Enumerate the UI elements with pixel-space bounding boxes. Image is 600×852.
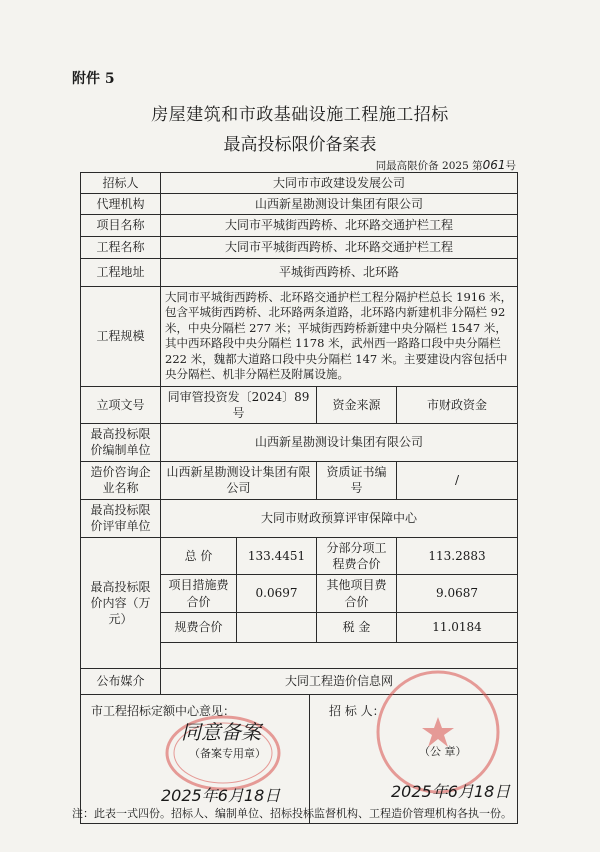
- center-opinion-title: 市工程招标定额中心意见：: [91, 703, 236, 718]
- signature-divider: [309, 695, 310, 823]
- approval-handwriting: 同意备案: [181, 719, 261, 744]
- document-title-line2: 最高投标限价备案表: [223, 135, 377, 155]
- value-measure-cost: 0.0697: [237, 575, 317, 612]
- value-tax: 11.0184: [397, 612, 518, 642]
- row-scale: [81, 286, 518, 386]
- label-other-cost: 其他项目费合价: [317, 575, 397, 612]
- tenderer-seal-label: （公 章）: [419, 744, 467, 758]
- tenderer-seal-icon: [373, 667, 503, 797]
- value-cert-number: /: [397, 461, 518, 499]
- label-agency: 代理机构: [81, 194, 161, 215]
- label-measure-cost: 项目措施费合价: [161, 575, 237, 612]
- row-approval: [81, 386, 518, 423]
- label-cert-number: 资质证书编号: [317, 461, 397, 499]
- label-limit-content: 最高投标限价内容（万元）: [81, 537, 161, 668]
- label-scale: 工程规模: [81, 286, 161, 386]
- label-tax: 税 金: [317, 612, 397, 642]
- value-compiler: 山西新星勘测设计集团有限公司: [161, 423, 518, 461]
- row-limit-total: [81, 537, 518, 574]
- document-title-line1: 房屋建筑和市政基础设施工程施工招标: [151, 105, 449, 125]
- label-engineering-name: 工程名称: [81, 236, 161, 258]
- row-engineering-name: [81, 236, 518, 258]
- label-total-price: 总 价: [161, 537, 237, 574]
- label-tenderer: 招标人: [81, 173, 161, 194]
- record-suffix: 号: [505, 160, 516, 172]
- label-address: 工程地址: [81, 258, 161, 286]
- value-tenderer: 大同市市政建设发展公司: [161, 173, 518, 194]
- value-reviewer: 大同市财政预算评审保障中心: [161, 499, 518, 537]
- row-project-name: [81, 215, 518, 236]
- row-agency: [81, 194, 518, 215]
- value-project-name: 大同市平城街西跨桥、北环路交通护栏工程: [161, 215, 518, 236]
- value-other-cost: 9.0687: [397, 575, 518, 612]
- row-tenderer: [81, 173, 518, 194]
- label-media: 公布媒介: [81, 668, 161, 694]
- row-address: [81, 258, 518, 286]
- value-address: 平城街西跨桥、北环路: [161, 258, 518, 286]
- row-signatures: [81, 694, 518, 823]
- value-subitem-cost: 113.2883: [397, 537, 518, 574]
- record-number: [376, 158, 516, 173]
- record-number-handwritten: 061: [482, 158, 506, 172]
- label-compiler: 最高投标限价编制单位: [81, 423, 161, 461]
- label-approval: 立项文号: [81, 386, 161, 423]
- attachment-label: 附件 5: [72, 71, 115, 87]
- row-reviewer: [81, 499, 518, 537]
- value-engineering-name: 大同市平城街西跨桥、北环路交通护栏工程: [161, 236, 518, 258]
- row-compiler: [81, 423, 518, 461]
- label-project-name: 项目名称: [81, 215, 161, 236]
- value-fee-total: [237, 612, 317, 642]
- record-prefix: 同最高限价备 2025 第: [375, 160, 483, 172]
- row-consultant: [81, 461, 518, 499]
- label-subitem-cost: 分部分项工程费合价: [317, 537, 397, 574]
- filing-table: [80, 172, 518, 824]
- tenderer-date: 2025年6月18日: [391, 781, 511, 801]
- label-fee-total: 规费合价: [161, 612, 237, 642]
- filing-date: 2025年6月18日: [161, 785, 281, 805]
- tenderer-signature-title: 招 标 人：: [329, 703, 385, 718]
- value-fund-source: 市财政资金: [397, 386, 518, 423]
- limit-blank-cell: [161, 642, 518, 668]
- footer-note: 注：此表一式四份。招标人、编制单位、招标投标监督机构、工程造价管理机构各执一份。: [72, 807, 512, 820]
- value-scale: 大同市平城街西跨桥、北环路交通护栏工程分隔护栏总长 1916 米，包含平城街西跨桥、北环路两条道路，北环路内新建机非分隔栏 92 米，中央分隔栏 277 米；平城街西跨桥新建中央分隔栏 1547 米，其中西环路段中央分隔栏 1178 米，武州西一路路口段中央分隔栏 222 米，魏都大道路口段中央分隔栏 147 米。主要建设内容包括中央分隔栏、机非分隔栏及附属设施。: [161, 286, 518, 386]
- filing-seal-label: （备案专用章）: [189, 746, 266, 760]
- value-agency: 山西新星勘测设计集团有限公司: [161, 194, 518, 215]
- value-media: 大同工程造价信息网: [161, 668, 518, 694]
- label-reviewer: 最高投标限价评审单位: [81, 499, 161, 537]
- value-total-price: 133.4451: [237, 537, 317, 574]
- value-approval: 同审管投资发〔2024〕89 号: [161, 386, 317, 423]
- signature-cell: [81, 694, 518, 823]
- label-fund-source: 资金来源: [317, 386, 397, 423]
- label-consultant: 造价咨询企业名称: [81, 461, 161, 499]
- value-consultant: 山西新星勘测设计集团有限公司: [161, 461, 317, 499]
